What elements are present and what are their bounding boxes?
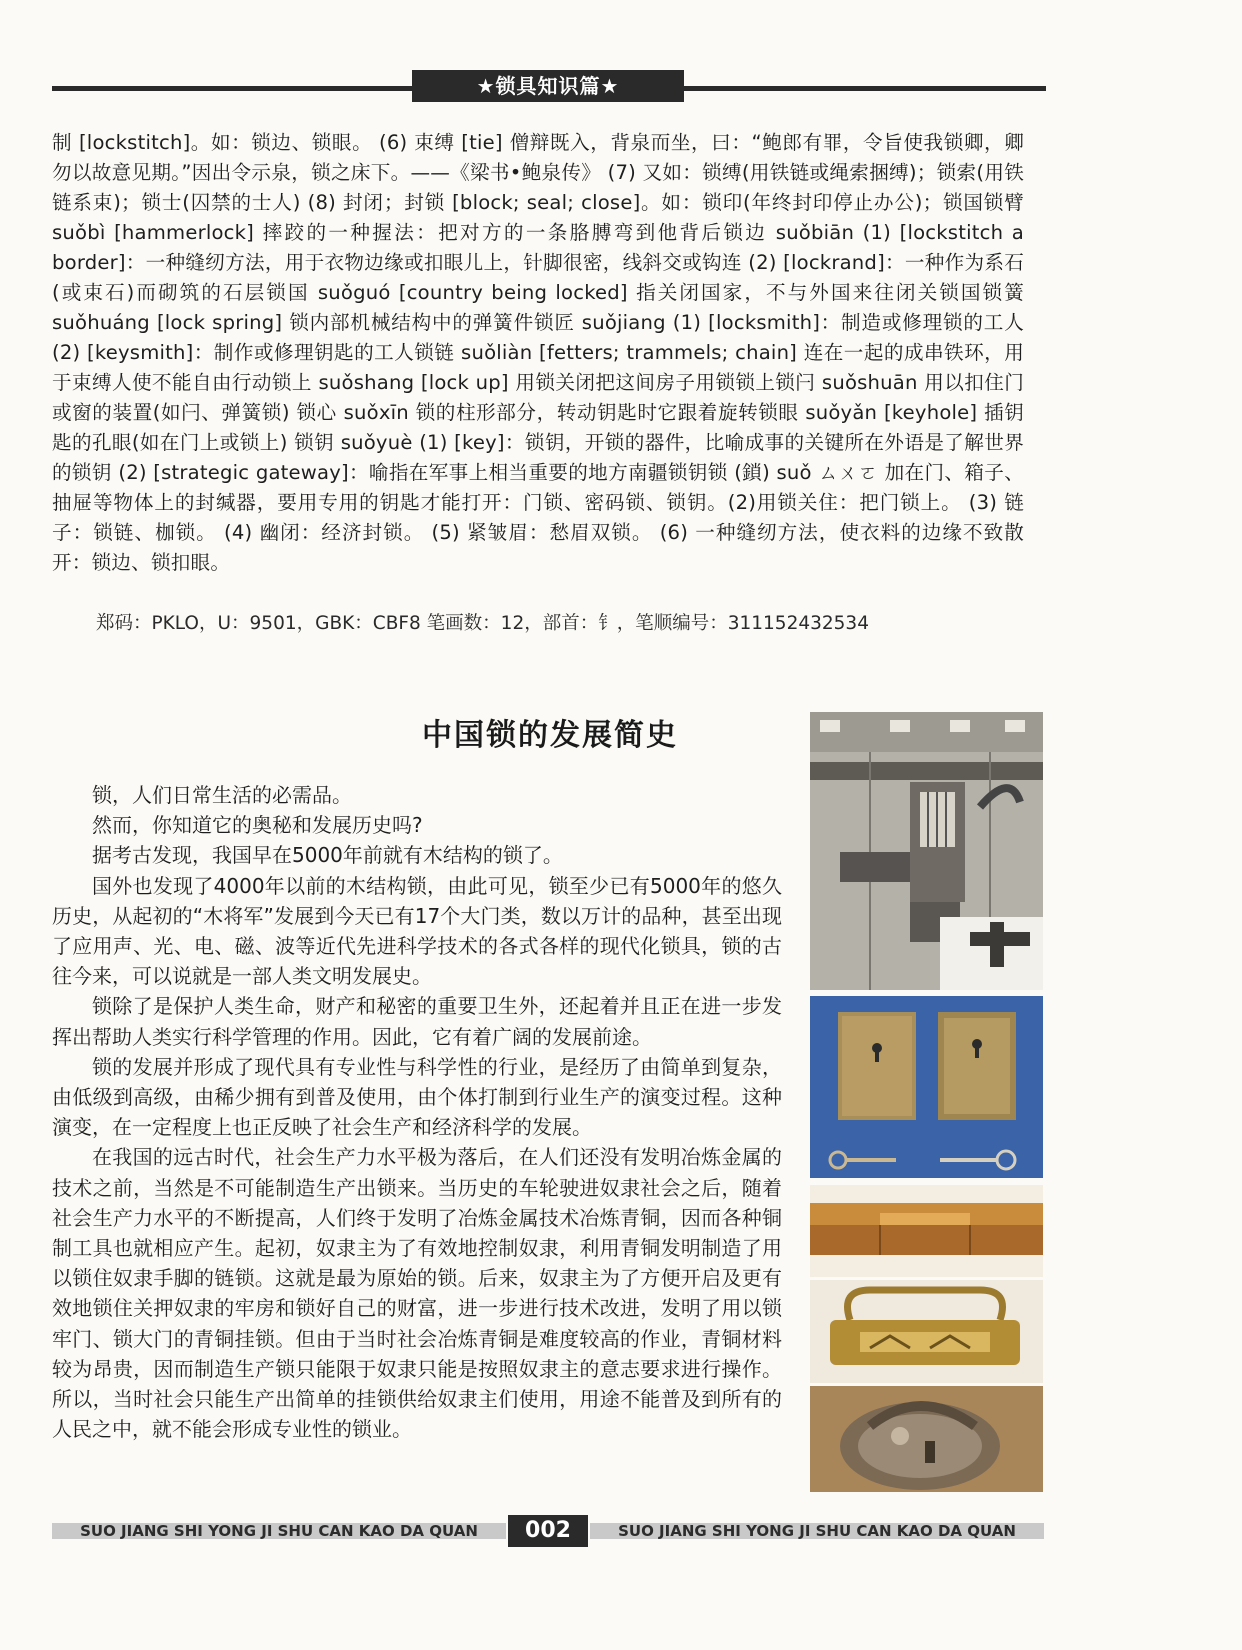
article-paragraph: 锁除了是保护人类生命，财产和秘密的重要卫生外，还起着并且正在进一步发挥出帮助人类实行科学管理的作用。因此，它有着广阔的发展前途。 [52,994,782,1049]
character-codes: 郑码：PKLO，U：9501，GBK：CBF8 笔画数：12，部首：钅，笔顺编号：311152432534 [96,613,869,634]
article-paragraph: 在我国的远古时代，社会生产力水平极为落后，在人们还没有发明冶炼金属的技术之前，当然是不可能制造生产出锁来。当历史的车轮驶进奴隶社会之后，随着社会生产力水平的不断提高，人们终于发明了冶炼金属技术冶炼青铜，因而各种铜制工具也就相应产生。起初，奴隶主为了有效地控制奴隶，利用青铜发明制造了用以锁住奴隶手脚的链锁。这就是最为原始的锁。后来，奴隶主为了方便开启及更有效地锁住关押奴隶的牢房和锁好自己的财富，进一步进行技术改进，发明了用以锁牢门、锁大门的青铜挂锁。但由于当时社会冶炼青铜是难度较高的作业，青铜材料较为昂贵，因而制造生产锁只能限于奴隶只能是按照奴隶主的意志要求进行操作。所以，当时社会只能生产出简单的挂锁供给奴隶主们使用，用途不能普及到所有的人民之中，就不能会形成专业性的锁业。 [52,1145,782,1442]
section-header: ★锁具知识篇★ [412,70,684,102]
article-title: 中国锁的发展简史 [422,718,678,753]
article-paragraph: 锁的发展并形成了现代具有专业性与科学性的行业，是经历了由简单到复杂，由低级到高级，由稀少拥有到普及使用，由个体打制到行业生产的演变过程。这种演变，在一定程度上也正反映了社会生产和经济科学的发展。 [52,1054,782,1140]
article-body [52,780,782,1444]
wooden-door-lock-photo [810,712,1043,990]
article-paragraph: 据考古发现，我国早在5000年前就有木结构的锁了。 [92,843,563,868]
article-paragraph: 锁，人们日常生活的必需品。 [92,783,352,807]
iron-padlock-photo [810,1386,1043,1492]
footer-left-title: SUO JIANG SHI YONG JI SHU CAN KAO DA QUAN [52,1523,506,1539]
article-paragraph: 然而，你知道它的奥秘和发展历史吗? [92,813,423,838]
bronze-bar-lock-photo [810,1185,1043,1277]
ornate-padlock-photo [810,1280,1043,1383]
page-number: 002 [508,1515,588,1547]
footer-right-title: SUO JIANG SHI YONG JI SHU CAN KAO DA QUAN [590,1523,1044,1539]
article-paragraph: 国外也发现了4000年以前的木结构锁，由此可见，锁至少已有5000年的悠久历史，从起初的“木将军”发展到今天已有17个大门类，数以万计的品种，甚至出现了应用声、光、电、磁、波等近代先进科学技术的各式各样的现代化锁具，锁的古往今来，可以说就是一部人类文明发展史。 [52,873,782,989]
dictionary-entry [52,128,1024,578]
dictionary-paragraph: 制 [lockstitch]。如：锁边、锁眼。 (6) 束缚 [tie] 僧辩既入，背泉而坐，曰：“鲍郎有罪，令旨使我锁卿，卿勿以故意见期。”因出令示泉，锁之床下。——《梁书•鲍泉传》 (7) 又如：锁缚(用铁链或绳索捆缚)；锁索(用铁链系束)；锁士(囚禁的士人) (8) 封闭；封锁 [block; seal; close]。如：锁印(年终封印停止办公)；锁国锁臂 suǒbì [hammerlock] 摔跤的一种握法：把对方的一条胳膊弯到他背后锁边 suǒbiān (1) [lockstitch a border]：一种缝纫方法，用于衣物边缘或扣眼儿上，针脚很密，线斜交或钩连 (2) [lockrand]：一种作为系石(或束石)而砌筑的石层锁国 suǒguó [country being locked] 指关闭国家，不与外国来往闭关锁国锁簧 suǒhuáng [lock spring] 锁内部机械结构中的弹簧件锁匠 suǒjiang (1) [locksmith]：制造或修理锁的工人 (2) [keysmith]：制作或修理钥匙的工人锁链 suǒliàn [fetters; trammels; chain] 连在一起的成串铁环，用于束缚人使不能自由行动锁上 suǒshang [lock up] 用锁关闭把这间房子用锁锁上锁闩 suǒshuān 用以扣住门或窗的装置(如闩、弹簧锁) 锁心 suǒxīn 锁的柱形部分，转动钥匙时它跟着旋转锁眼 suǒyǎn [keyhole] 插钥匙的孔眼(如在门上或锁上) 锁钥 suǒyuè (1) [key]：锁钥，开锁的器件，比喻成事的关键所在外语是了解世界的锁钥 (2) [strategic gateway]：喻指在军事上相当重要的地方南疆锁钥锁 (鎖) suǒ ㄙㄨㄛ 加在门、箱子、抽屉等物体上的封缄器，要用专用的钥匙才能打开：门锁、密码锁、锁钥。(2)用锁关住：把门锁上。 (3) 链子：锁链、枷锁。 (4) 幽闭：经济封锁。 (5) 紧皱眉：愁眉双锁。 (6) 一种缝纫方法，使衣料的边缘不致散开：锁边、锁扣眼。 [52,131,1024,574]
brass-box-locks-photo [810,996,1043,1178]
